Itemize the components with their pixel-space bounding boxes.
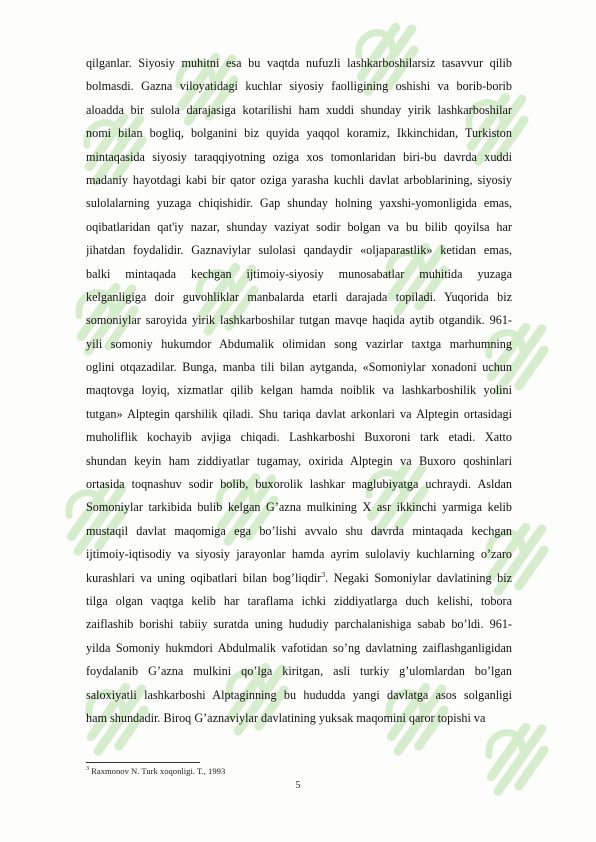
- text-line: mustaqil davlat maqomiga ega bo’lishi avvalo shu davrda mintaqada kechgan: [86, 523, 512, 538]
- text-line: madaniy hayotdagi kabi bir qator oziga yarasha kuchli davlat arboblarining, siyosiy: [86, 172, 512, 187]
- text-line: kurashlari va uning oqibatlari bilan bog’liqdir$^3$. Negaki Somoniylar davlatining biz: [86, 569, 512, 585]
- text-line: tutgan» Alptegin qarshilik qiladi. Shu tariqa davlat arkonlari va Alptegin ortasidagi: [86, 406, 512, 421]
- text-line: sulolalarning yuzaga chiqishidir. Gap shunday holning yaxshi-yomonligida emas,: [86, 196, 512, 211]
- text-line-tail: . Negaki Somoniylar davlatining biz: [325, 570, 512, 585]
- text-line: kelganligiga doir guvohliklar manbalarda etarli darajada topiladi. Yuqorida biz: [86, 289, 512, 304]
- text-line: yilda Somoniy hukmdori Abdulmalik vafotidan so’ng davlatning zaiflashganligidan: [86, 640, 512, 655]
- body-paragraph: [86, 52, 512, 730]
- footnote-marker: 3: [86, 766, 89, 773]
- footnote-text: Raxmonov N. Turk xoqonligi. T., 1993: [91, 766, 226, 776]
- text-line: bolmasdi. Gazna viloyatidagi kuchlar siyosiy faolligining oshishi va borib-borib: [86, 79, 512, 94]
- text-line: ortasida toqnashuv sodir bolib, buxorolik lashkar maglubiyatga uchraydi. Asldan: [86, 477, 512, 492]
- text-line: oglini otqazadilar. Bunga, manba tili bilan aytganda, «Somoniylar xonadoni uchun: [86, 360, 512, 375]
- body-text: [86, 52, 512, 730]
- text-line: zaiflashib borishi tabiiy suratda uning hududiy parchalanishiga sabab bo’ldi. 961-: [86, 617, 512, 632]
- text-line: mintaqasida siyosiy taraqqiyotning oziga xos tomonlaridan biri-bu davrda xuddi: [86, 149, 512, 164]
- text-line: Somoniylar tarkibida bulib kelgan G’azna mulkining X asr ikkinchi yarmiga kelib: [86, 500, 512, 515]
- text-line: ijtimoiy-iqtisodiy va siyosiy jarayonlar hamda ayrim sulolaviy kuchlarning o’zaro: [86, 547, 512, 562]
- text-line: foydalanib G’azna mulkini qo’lga kiritgan, asli turkiy g’ulomlardan bo’lgan: [86, 664, 512, 679]
- text-line: ham shundadir. Biroq G’aznaviylar davlatining yuksak maqomini qaror topishi va: [86, 710, 486, 725]
- text-line: maqtovga loyiq, xizmatlar qilib kelgan hamda noiblik va lashkarboshilik yolini: [86, 383, 512, 398]
- text-line: muholiflik kochayib avjiga chiqadi. Lashkarboshi Buxoroni tark etadi. Xatto: [86, 430, 512, 445]
- text-line: nomi bilan bogliq, bolganini biz quyida yaqqol koramiz, Ikkinchidan, Turkiston: [86, 126, 512, 141]
- text-line: balki mintaqada kechgan ijtimoiy-siyosiy munosabatlar muhitida yuzaga: [86, 266, 512, 281]
- text-line: jihatdan foydalidir. Gaznaviylar sulolasi qandaydir «oljaparastlik» ketidan emas,: [86, 243, 512, 258]
- footnote: [86, 766, 225, 776]
- text-line: qilganlar. Siyosiy muhitni esa bu vaqtda nufuzli lashkarboshilarsiz tasavvur qilib: [86, 56, 512, 70]
- text-line: aloadda bir sulola darajasiga kotarilishi ham xuddi shunday yirik lashkarboshilar: [86, 102, 512, 117]
- text-line: oqibatlaridan qat'iy nazar, shunday vaziyat sodir bolgan va bu bilib qoyilsa har: [86, 219, 512, 234]
- footnote-reference: 3: [321, 569, 326, 579]
- text-line: somoniylar saroyida yirik lashkarboshilar tutgan mavqe haqida aytib otgandik. 961-: [86, 313, 512, 328]
- text-line: tilga olgan vaqtga kelib har taraflama ichki ziddiyatlarga duch kelishi, tobora: [86, 593, 512, 608]
- page-number: 5: [295, 780, 301, 791]
- text-line: saloxiyatli lashkarboshi Alptaginning bu hududda yangi davlatga asos solganligi: [86, 687, 512, 702]
- text-line: yili somoniy hukumdor Abdumalik olimidan song vazirlar taxtga marhumning: [86, 336, 512, 351]
- text-line: shundan keyin ham ziddiyatlar tugamay, oxirida Alptegin va Buxoro qoshinlari: [86, 453, 512, 468]
- footnote-separator: [86, 762, 200, 763]
